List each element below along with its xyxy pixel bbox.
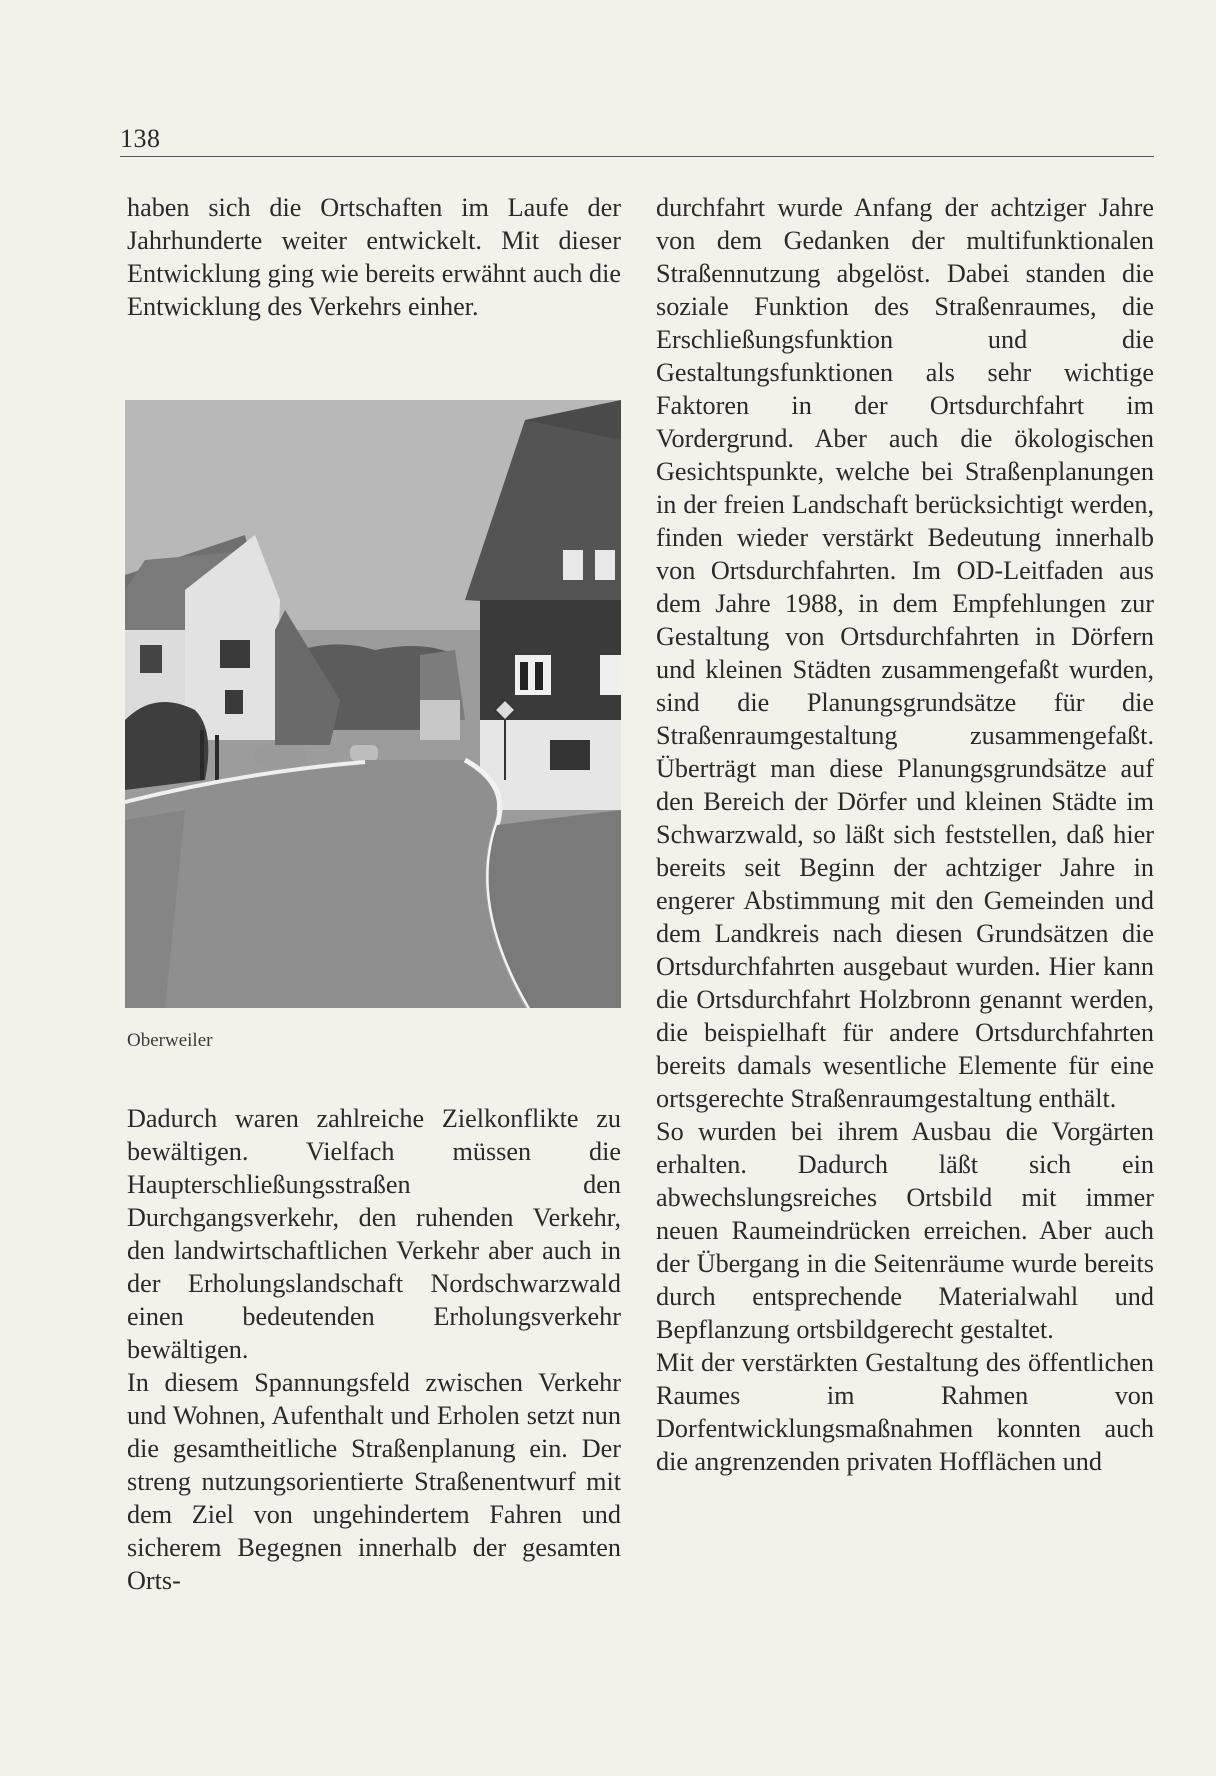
left-column-top <box>127 191 621 323</box>
left-paragraph-2: In diesem Spannungsfeld zwischen Verkehr und Wohnen, Aufenthalt und Erholen setzt nun die gesamtheitliche Straßenplanung ein. Der streng nutzungsorientierte Straßenentwurf mit dem Ziel von ungehindertem Fahren und sicherem Begegnen innerhalb der gesamten Orts- <box>127 1368 621 1595</box>
left-column-bottom <box>127 1102 621 1597</box>
header-rule <box>120 156 1154 157</box>
page-number: 138 <box>120 124 161 153</box>
right-column <box>656 191 1154 1478</box>
figure-caption: Oberweiler <box>127 1030 213 1051</box>
right-paragraph-3: Mit der verstärkten Gestaltung des öffentlichen Raumes im Rahmen von Dorfentwicklungsmaßnahmen konnten auch die angrenzenden privaten Hofflächen und <box>656 1348 1154 1476</box>
left-top-paragraph: haben sich die Ortschaften im Laufe der Jahrhunderte weiter entwickelt. Mit dieser Entwicklung ging wie bereits erwähnt auch die Entwicklung des Verkehrs einher. <box>127 193 621 321</box>
right-paragraph-1: durchfahrt wurde Anfang der achtziger Jahre von dem Gedanken der multifunktionalen Straßennutzung abgelöst. Dabei standen die soziale Funktion des Straßenraumes, die Erschließungsfunktion und die Gestaltungsfunktionen als sehr wichtige Faktoren in der Ortsdurchfahrt im Vordergrund. Aber auch die ökologischen Gesichtspunkte, welche bei Straßenplanungen in der freien Landschaft berücksichtigt werden, finden wieder verstärkt Bedeutung innerhalb von Ortsdurchfahrten. Im OD-Leitfaden aus dem Jahre 1988, in dem Empfehlungen zur Gestaltung von Ortsdurchfahrten in Dörfern und kleinen Städten zusammengefaßt wurden, sind die Planungsgrundsätze für die Straßenraumgestaltung zusammengefaßt. Überträgt man diese Planungsgrundsätze auf den Bereich der Dörfer und kleinen Städte im Schwarzwald, so läßt sich feststellen, daß hier bereits seit Beginn der achtziger Jahre in engerer Abstimmung mit den Gemeinden und dem Landkreis nach diesen Grundsätzen die Ortsdurchfahrten ausgebaut wurden. Hier kann die Ortsdurchfahrt Holzbronn genannt werden, die beispielhaft für andere Ortsdurchfahrten bereits damals wesentliche Elemente für eine ortsgerechte Straßenraumgestaltung enthält. <box>656 193 1154 1113</box>
right-paragraph-2: So wurden bei ihrem Ausbau die Vorgärten erhalten. Dadurch läßt sich ein abwechslungsreiches Ortsbild mit immer neuen Raumeindrücken erreichen. Aber auch der Übergang in die Seitenräume wurde bereits durch entsprechende Materialwahl und Bepflanzung ortsbildgerecht gestaltet. <box>656 1117 1154 1344</box>
left-paragraph-1: Dadurch waren zahlreiche Zielkonflikte zu bewältigen. Vielfach müssen die Haupterschließungsstraßen den Durchgangsverkehr, den ruhenden Verkehr, den landwirtschaftlichen Verkehr aber auch in der Erholungslandschaft Nordschwarzwald einen bedeutenden Erholungsverkehr bewältigen. <box>127 1104 621 1364</box>
photo-oberweiler <box>125 400 621 1008</box>
